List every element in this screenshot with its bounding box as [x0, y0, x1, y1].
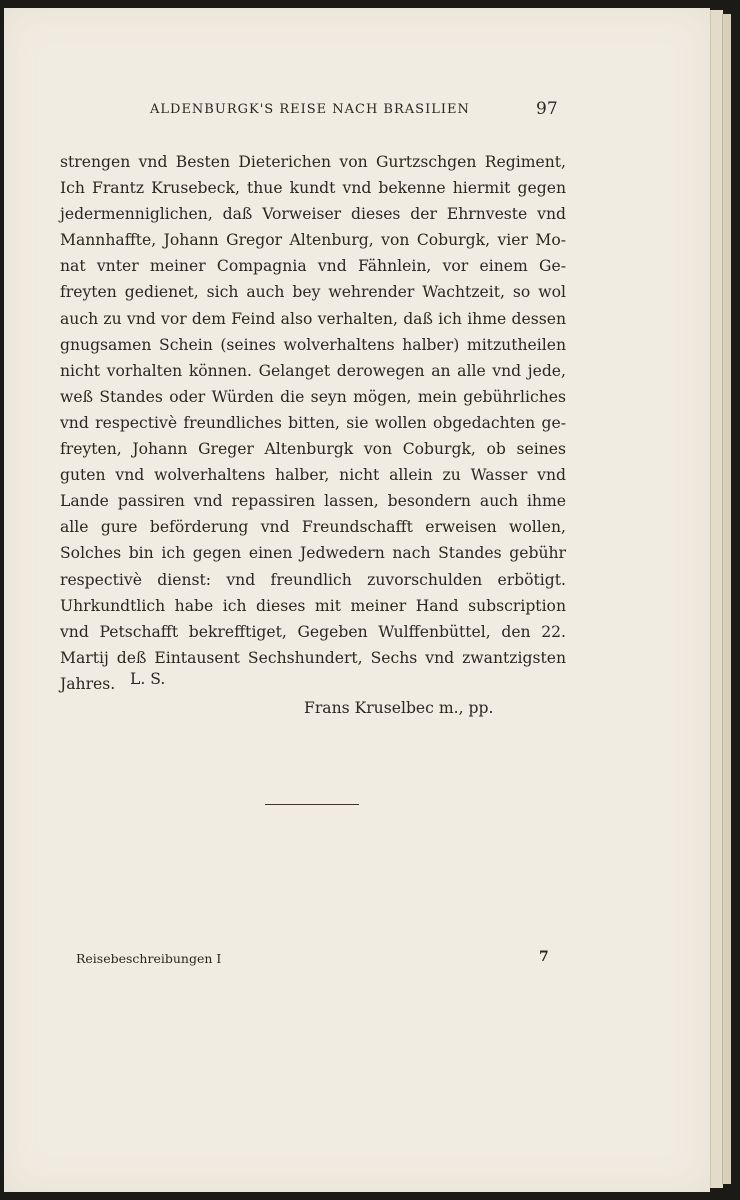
page-edge-back: [722, 14, 731, 1184]
book-page: [4, 8, 710, 1192]
body-paragraph: strengen vnd Besten Dieterichen von Gurtzschgen Regiment, Ich Frantz Krusebeck, thue kundt vnd bekenne hiermit gegen jedermenniglichen, daß Vorweiser dieses der Ehrnveste vnd Mannhaffte, Johann Gregor Altenburg, von Coburgk, vier Monat vnter meiner Compagnia vnd Fähnlein, vor einem Gefreyten gedienet, sich auch bey wehrender Wachtzeit, so wol auch zu vnd vor dem Feind also verhalten, daß ich ihme dessen gnugsamen Schein (seines wolverhaltens halber) mitzutheilen nicht vorhalten können. Gelanget derowegen an alle vnd jede, weß Standes oder Würden die seyn mögen, mein gebührliches vnd respectivè freundliches bitten, sie wollen obgedachten gefreyten, Johann Greger Altenburgk von Coburgk, ob seines guten vnd wolverhaltens halber, nicht allein zu Wasser vnd Lande passiren vnd repassiren lassen, besondern auch ihme alle gure beförderung vnd Freundschafft erweisen wollen, Solches bin ich gegen einen Jedwedern nach Standes gebühr respectivè dienst: vnd freundlich zuvorschulden erbötigt. Uhrkundtlich habe ich dieses mit meiner Hand subscription vnd Petschafft bekrefftiget, Gegeben Wulffenbüttel, den 22. Martij deß Eintausent Sechshundert, Sechs vnd zwantzigsten Jahres.: [60, 153, 566, 693]
seal-mark: L. S.: [130, 670, 166, 688]
signature-line: Frans Kruselbec m., pp.: [304, 699, 494, 717]
running-title: ALDENBURGK'S REISE NACH BRASILIEN: [150, 102, 470, 117]
footer-gathering-number: 7: [539, 949, 549, 965]
section-divider: [265, 804, 359, 805]
footer-signature-mark: Reisebeschreibungen I: [76, 951, 222, 966]
page-number: 97: [536, 99, 558, 119]
